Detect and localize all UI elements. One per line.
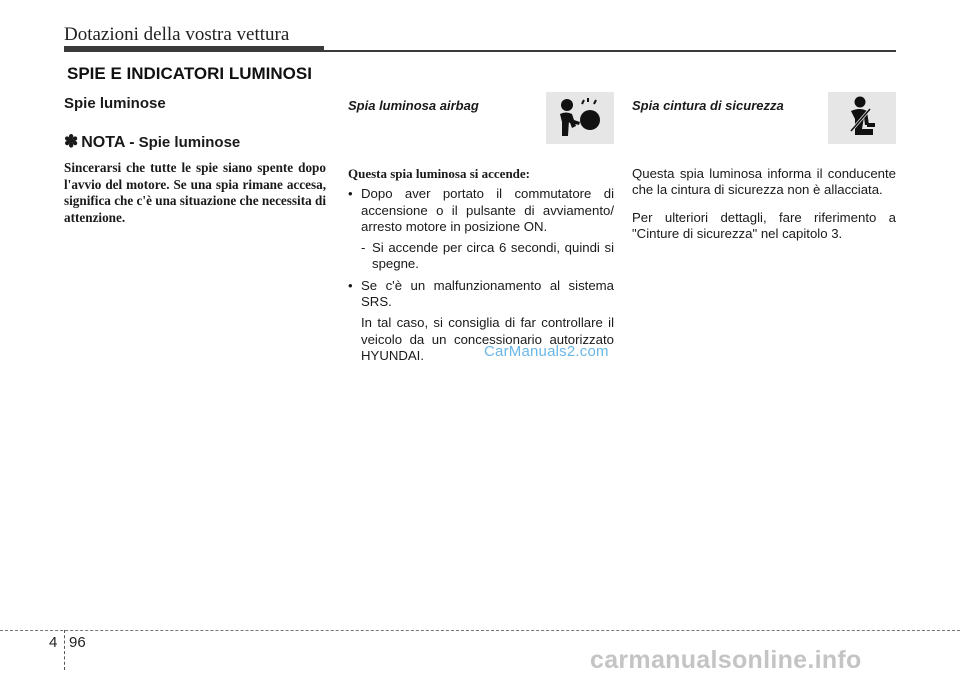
seatbelt-para-2: Per ulteriori dettagli, fare riferimento a "Cinture di sicurezza" nel capitolo 3. (632, 209, 896, 241)
note-star-icon: ✽ (64, 132, 79, 151)
airbag-bullet-1: • Dopo aver portato il commutatore di accensione o il pulsante di avviamento/ arresto motore in posizione ON. (348, 186, 614, 235)
page-number: 96 (69, 634, 86, 651)
seatbelt-warning-icon (837, 95, 887, 141)
header-bar (64, 46, 324, 52)
column-warning-lights (64, 92, 326, 226)
warning-lights-heading: Spie luminose (64, 95, 166, 112)
watermark-text: CarManuals2.com (484, 343, 609, 360)
column-airbag-light (348, 92, 614, 364)
seatbelt-para-1: Questa spia luminosa informa il conducente che la cintura di sicurezza non è allacciata. (632, 166, 896, 198)
airbag-bullet-2-extra: In tal caso, si consiglia di far controllare il veicolo da un concessionario autorizzato HYUNDAI. (361, 315, 614, 363)
note-subtitle: Spie luminose (138, 134, 241, 151)
column-seatbelt-light (632, 92, 896, 242)
note-text: Sincerarsi che tutte le spie siano spente dopo l'avvio del motore. Se una spia rimane accesa, significa che c'è una situazione che necessita di attenzione. (64, 160, 326, 225)
airbag-light-heading: Spia luminosa airbag (348, 98, 479, 113)
chapter-title: Dotazioni della vostra vettura (64, 24, 290, 45)
airbag-dash-1-text: Si accende per circa 6 secondi, quindi si spegne. (372, 240, 614, 272)
footer-site-watermark: carmanualsonline.info (590, 646, 862, 674)
note-heading (64, 132, 326, 152)
dash-mark: - (361, 240, 366, 256)
footer-rule (0, 630, 960, 631)
header-rule (324, 50, 896, 52)
seatbelt-icon-box (828, 92, 896, 144)
section-title: SPIE E INDICATORI LUMINOSI (67, 64, 312, 83)
airbag-warning-icon (552, 96, 608, 140)
seatbelt-light-heading: Spia cintura di sicurezza (632, 98, 784, 113)
airbag-icon-box (546, 92, 614, 144)
airbag-light-body (348, 166, 614, 364)
note-label: NOTA - (81, 134, 135, 151)
page-chapter-number: 4 (49, 634, 58, 651)
page-divider (64, 630, 65, 670)
airbag-dash-1 (348, 240, 614, 273)
airbag-intro: Questa spia luminosa si accende: (348, 166, 531, 181)
airbag-bullet-2: • Se c'è un malfunzionamento al sistema SRS. (348, 278, 614, 311)
